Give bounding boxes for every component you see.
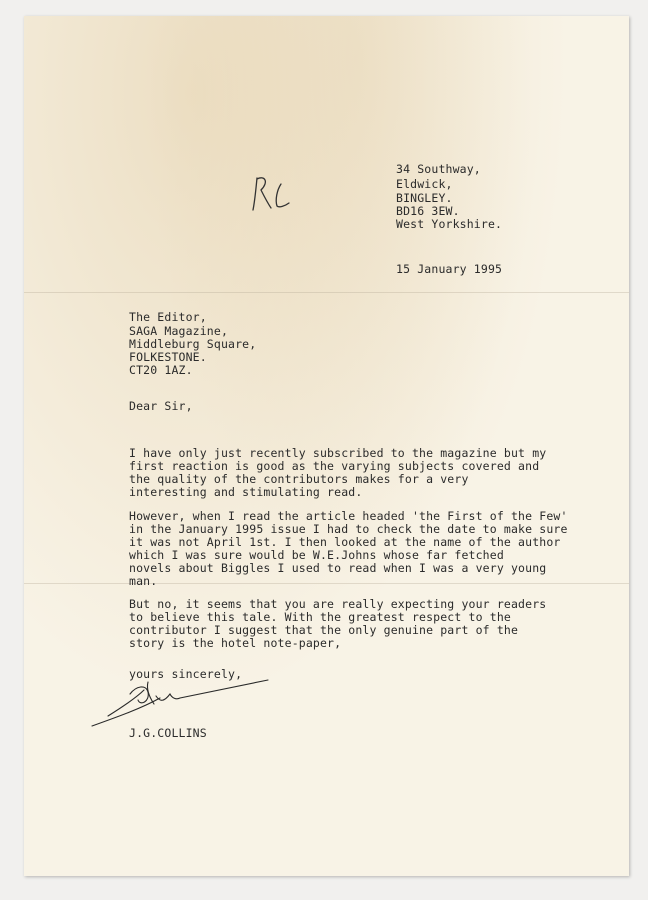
sender-address-line: 34 Southway, bbox=[396, 162, 481, 176]
body-line: it was not April 1st. I then looked at the name of the author bbox=[129, 535, 561, 549]
recipient-address-line: SAGA Magazine, bbox=[129, 324, 229, 338]
body-line: contributor I suggest that the only genuine part of the bbox=[129, 623, 519, 637]
body-line: story is the hotel note-paper, bbox=[129, 636, 342, 650]
sender-address-line: Eldwick, bbox=[396, 177, 453, 191]
body-line: But no, it seems that you are really expecting your readers bbox=[129, 597, 547, 611]
handwritten-initials-mark bbox=[247, 170, 295, 218]
paper-fold bbox=[24, 583, 629, 584]
body-line: first reaction is good as the varying subjects covered and bbox=[129, 459, 540, 473]
body-line: to believe this tale. With the greatest respect to the bbox=[129, 610, 511, 624]
letter-date: 15 January 1995 bbox=[396, 262, 503, 276]
body-line: man. bbox=[129, 574, 158, 588]
body-line: interesting and stimulating read. bbox=[129, 485, 363, 499]
body-line: the quality of the contributors makes for a very bbox=[129, 472, 469, 486]
paper-fold bbox=[24, 292, 629, 293]
body-line: novels about Biggles I used to read when I was a very young bbox=[129, 561, 547, 575]
recipient-address-line: The Editor, bbox=[129, 310, 207, 324]
handwritten-signature bbox=[90, 672, 280, 732]
body-line: in the January 1995 issue I had to check the date to make sure bbox=[129, 522, 568, 536]
recipient-address-line: Middleburg Square, bbox=[129, 337, 257, 351]
body-line: which I was sure would be W.E.Johns whose far fetched bbox=[129, 548, 504, 562]
body-line: I have only just recently subscribed to the magazine but my bbox=[129, 446, 547, 460]
sender-address-line: BINGLEY. bbox=[396, 191, 453, 205]
body-line: However, when I read the article headed 'the First of the Few' bbox=[129, 509, 568, 523]
recipient-address-line: FOLKESTONE. bbox=[129, 350, 207, 364]
sender-address-line: West Yorkshire. bbox=[396, 217, 503, 231]
closing: yours sincerely, bbox=[129, 667, 243, 681]
sender-address-line: BD16 3EW. bbox=[396, 204, 460, 218]
signature-name: J.G.COLLINS bbox=[129, 726, 207, 740]
recipient-address-line: CT20 1AZ. bbox=[129, 363, 193, 377]
salutation: Dear Sir, bbox=[129, 399, 193, 413]
